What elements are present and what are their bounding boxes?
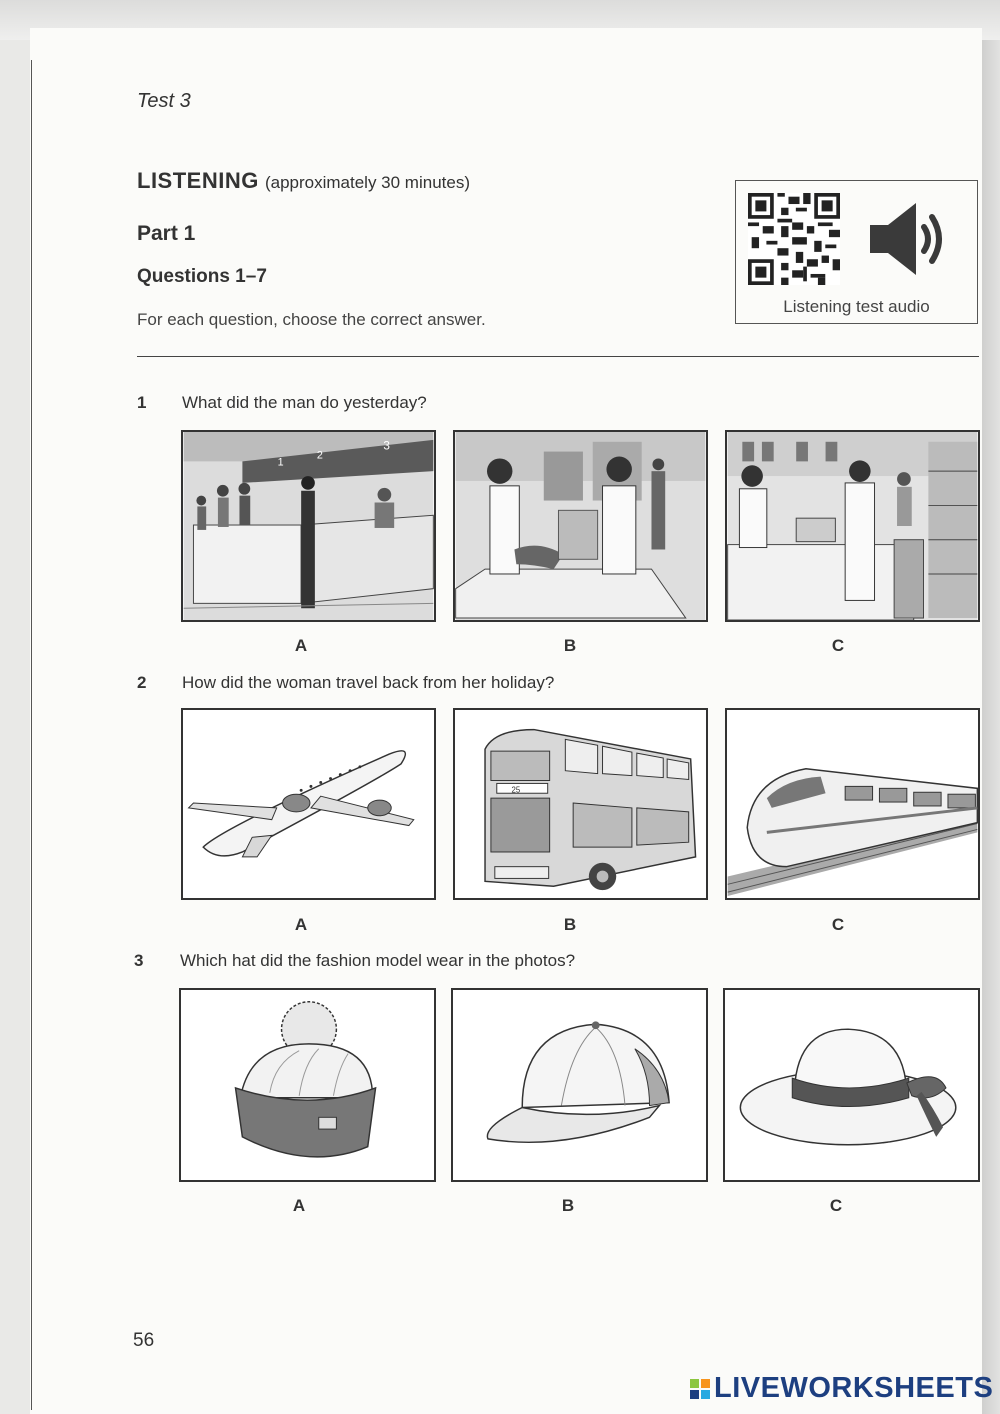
question-3-number: 3: [134, 951, 144, 970]
airplane-illustration: [183, 710, 434, 898]
bus-route-number: 25: [511, 785, 521, 795]
q3-option-a-label[interactable]: A: [292, 1196, 306, 1215]
q3-option-c-image[interactable]: [723, 988, 980, 1182]
clothes-shop-illustration: [455, 432, 706, 620]
q1-option-a-image[interactable]: [181, 430, 436, 622]
q2-option-c-label[interactable]: C: [831, 915, 845, 934]
q1-option-b-image[interactable]: [453, 430, 708, 622]
q2-option-b-label[interactable]: B: [563, 915, 577, 934]
question-1-number: 1: [137, 393, 147, 412]
header-divider: [137, 356, 979, 357]
test-label: Test 3: [137, 90, 191, 112]
bobble-hat-illustration: [181, 990, 434, 1180]
q1-option-c-label[interactable]: C: [831, 636, 845, 655]
liveworksheets-brand[interactable]: [690, 1372, 993, 1405]
speaker-icon[interactable]: [866, 199, 952, 279]
desk-number-3: 3: [383, 439, 390, 453]
q2-option-b-image[interactable]: [453, 708, 708, 900]
instructions: For each question, choose the correct answer.: [137, 310, 486, 329]
part-title: Part 1: [137, 222, 196, 245]
q1-option-b-label[interactable]: B: [563, 636, 577, 655]
question-1-text: What did the man do yesterday?: [182, 393, 427, 412]
audio-caption: Listening test audio: [783, 297, 930, 316]
audio-box[interactable]: [735, 180, 978, 324]
book-spine-shadow: [982, 40, 1000, 1414]
q2-option-c-image[interactable]: [725, 708, 980, 900]
double-decker-bus-illustration: [455, 710, 706, 898]
page-edge-line: [31, 60, 32, 1410]
section-duration: (approximately 30 minutes): [264, 173, 470, 192]
sun-hat-illustration: [725, 990, 978, 1180]
question-2-number: 2: [137, 673, 147, 692]
section-title: LISTENING: [137, 168, 259, 193]
liveworksheets-logo-icon: [690, 1379, 710, 1399]
desk-number-2: 2: [316, 449, 323, 462]
qr-code-icon[interactable]: [748, 193, 840, 285]
question-2-text: How did the woman travel back from her holiday?: [182, 673, 555, 692]
desk-number-1: 1: [277, 456, 284, 469]
baseball-cap-illustration: [453, 990, 706, 1180]
section-heading: [137, 168, 470, 194]
q3-option-b-label[interactable]: B: [561, 1196, 575, 1215]
bookshop-illustration: [727, 432, 978, 620]
question-3-text: Which hat did the fashion model wear in the photos?: [180, 951, 576, 970]
q2-option-a-label[interactable]: A: [294, 915, 308, 934]
high-speed-train-illustration: [727, 710, 978, 898]
q2-option-a-image[interactable]: [181, 708, 436, 900]
questions-range: Questions 1–7: [137, 266, 267, 287]
q3-option-a-image[interactable]: [179, 988, 436, 1182]
page-number: 56: [133, 1330, 155, 1351]
brand-name: LIVEWORKSHEETS: [714, 1372, 994, 1404]
q1-option-c-image[interactable]: [725, 430, 980, 622]
q3-option-c-label[interactable]: C: [829, 1196, 843, 1215]
q1-option-a-label[interactable]: A: [294, 636, 308, 655]
q3-option-b-image[interactable]: [451, 988, 708, 1182]
airport-check-in-illustration: [183, 432, 434, 620]
